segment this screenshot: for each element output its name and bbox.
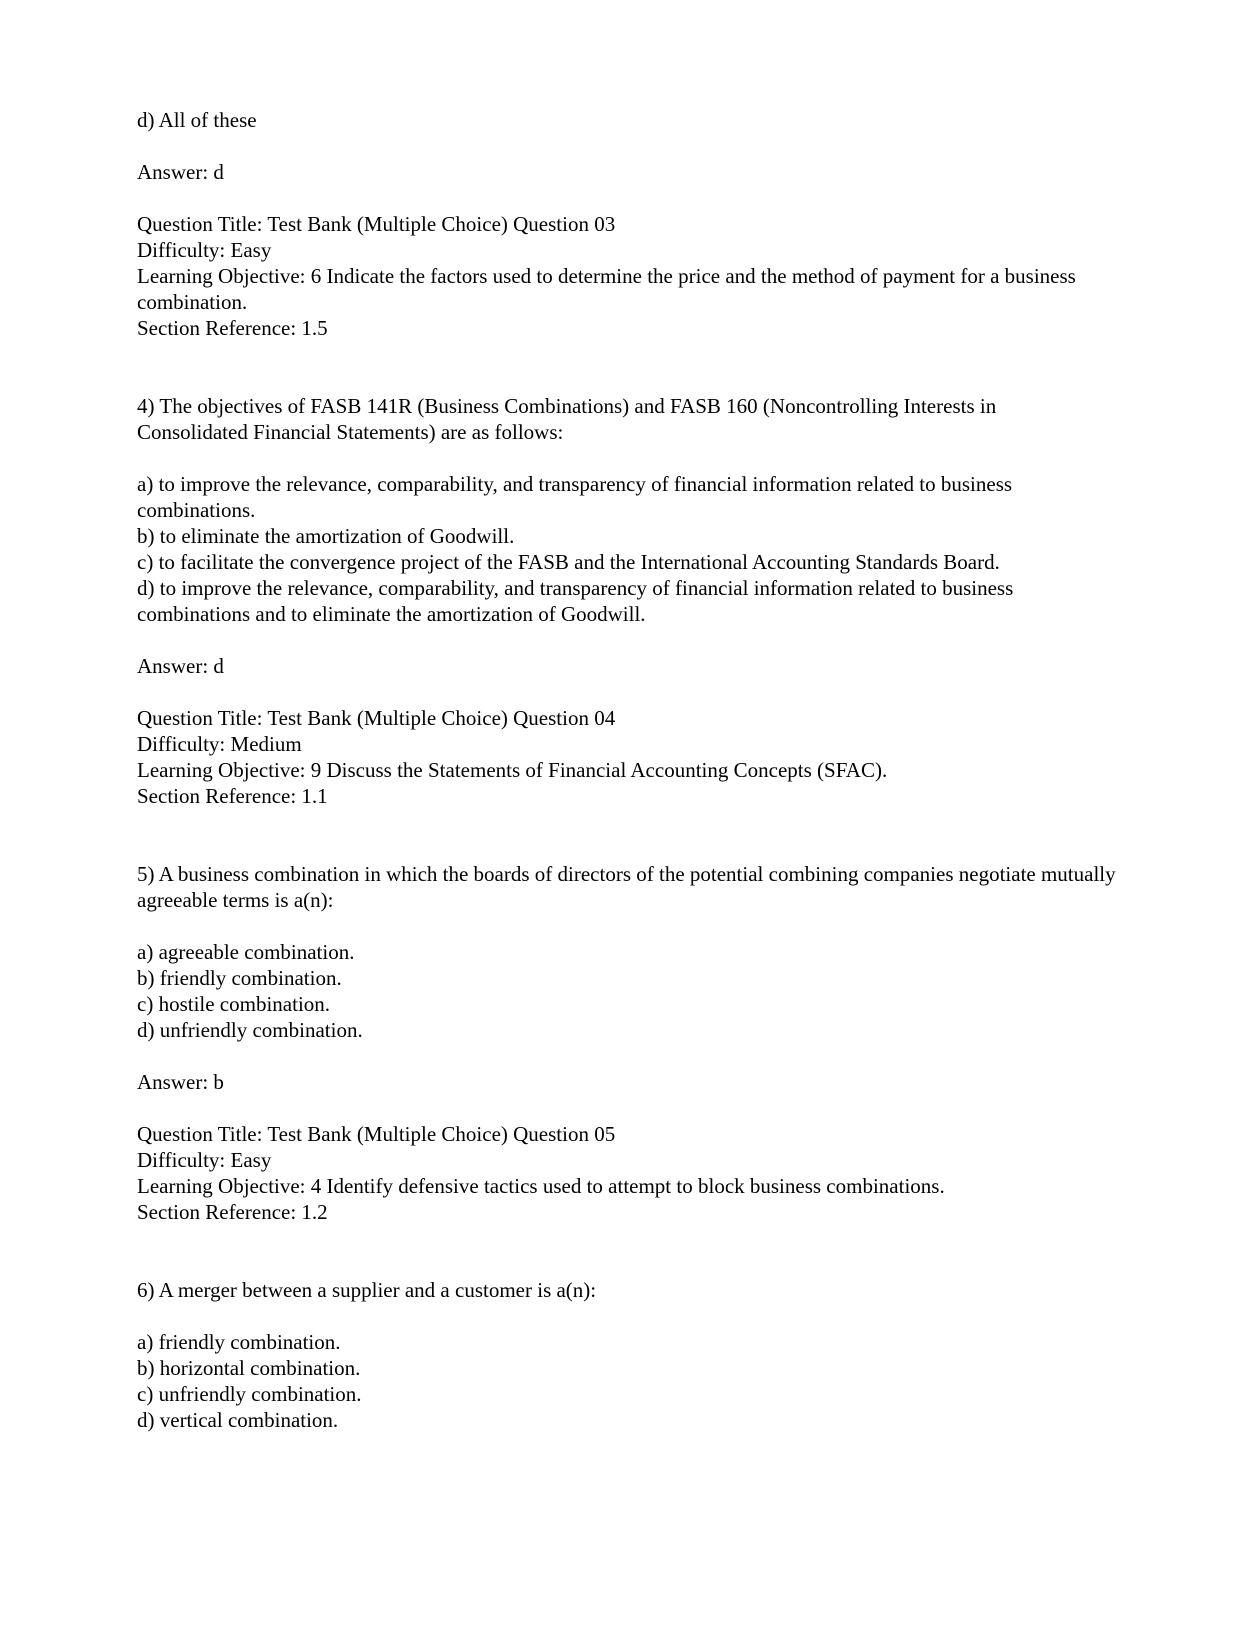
page-content <box>137 107 1137 1433</box>
q4-option-d: d) to improve the relevance, comparability, and transparency of financial information related to business combinations and to eliminate the amortization of Goodwill. <box>137 576 1019 626</box>
q4-learning-objective: Learning Objective: 9 Discuss the Statements of Financial Accounting Concepts (SFAC). <box>137 758 888 782</box>
q5-option-a: a) agreeable combination. <box>137 940 355 964</box>
q5-option-c: c) hostile combination. <box>137 992 331 1016</box>
q5-stem: 5) A business combination in which the boards of directors of the potential combining companies negotiate mutually agreeable terms is a(n): <box>137 862 1121 912</box>
q5-option-b: b) friendly combination. <box>137 966 342 990</box>
q4-difficulty: Difficulty: Medium <box>137 732 302 756</box>
prev-section-reference: Section Reference: 1.5 <box>137 316 328 340</box>
q5-learning-objective: Learning Objective: 4 Identify defensive tactics used to attempt to block business combinations. <box>137 1174 945 1198</box>
q5-section-reference: Section Reference: 1.2 <box>137 1200 328 1224</box>
q5-difficulty: Difficulty: Easy <box>137 1148 272 1172</box>
prev-learning-objective: Learning Objective: 6 Indicate the factors used to determine the price and the method of payment for a business combination. <box>137 264 1082 314</box>
q4-question-title: Question Title: Test Bank (Multiple Choice) Question 04 <box>137 706 616 730</box>
q4-option-a: a) to improve the relevance, comparability, and transparency of financial information related to business combinations. <box>137 472 1018 522</box>
q5-answer: Answer: b <box>137 1070 224 1094</box>
q4-stem: 4) The objectives of FASB 141R (Business Combinations) and FASB 160 (Noncontrolling Interests in Consolidated Financial Statements) are as follows: <box>137 394 1002 444</box>
q6-option-a: a) friendly combination. <box>137 1330 341 1354</box>
q4-answer: Answer: d <box>137 654 224 678</box>
q5-option-d: d) unfriendly combination. <box>137 1018 363 1042</box>
q4-option-c: c) to facilitate the convergence project of the FASB and the International Accounting Standards Board. <box>137 550 1000 574</box>
prev-difficulty: Difficulty: Easy <box>137 238 272 262</box>
q6-stem: 6) A merger between a supplier and a customer is a(n): <box>137 1278 597 1302</box>
prev-option-d: d) All of these <box>137 108 257 132</box>
prev-question-title: Question Title: Test Bank (Multiple Choice) Question 03 <box>137 212 616 236</box>
q4-section-reference: Section Reference: 1.1 <box>137 784 328 808</box>
prev-answer: Answer: d <box>137 160 224 184</box>
q5-question-title: Question Title: Test Bank (Multiple Choice) Question 05 <box>137 1122 616 1146</box>
q6-option-c: c) unfriendly combination. <box>137 1382 362 1406</box>
q6-option-b: b) horizontal combination. <box>137 1356 361 1380</box>
q4-option-b: b) to eliminate the amortization of Goodwill. <box>137 524 515 548</box>
q6-option-d: d) vertical combination. <box>137 1408 339 1432</box>
